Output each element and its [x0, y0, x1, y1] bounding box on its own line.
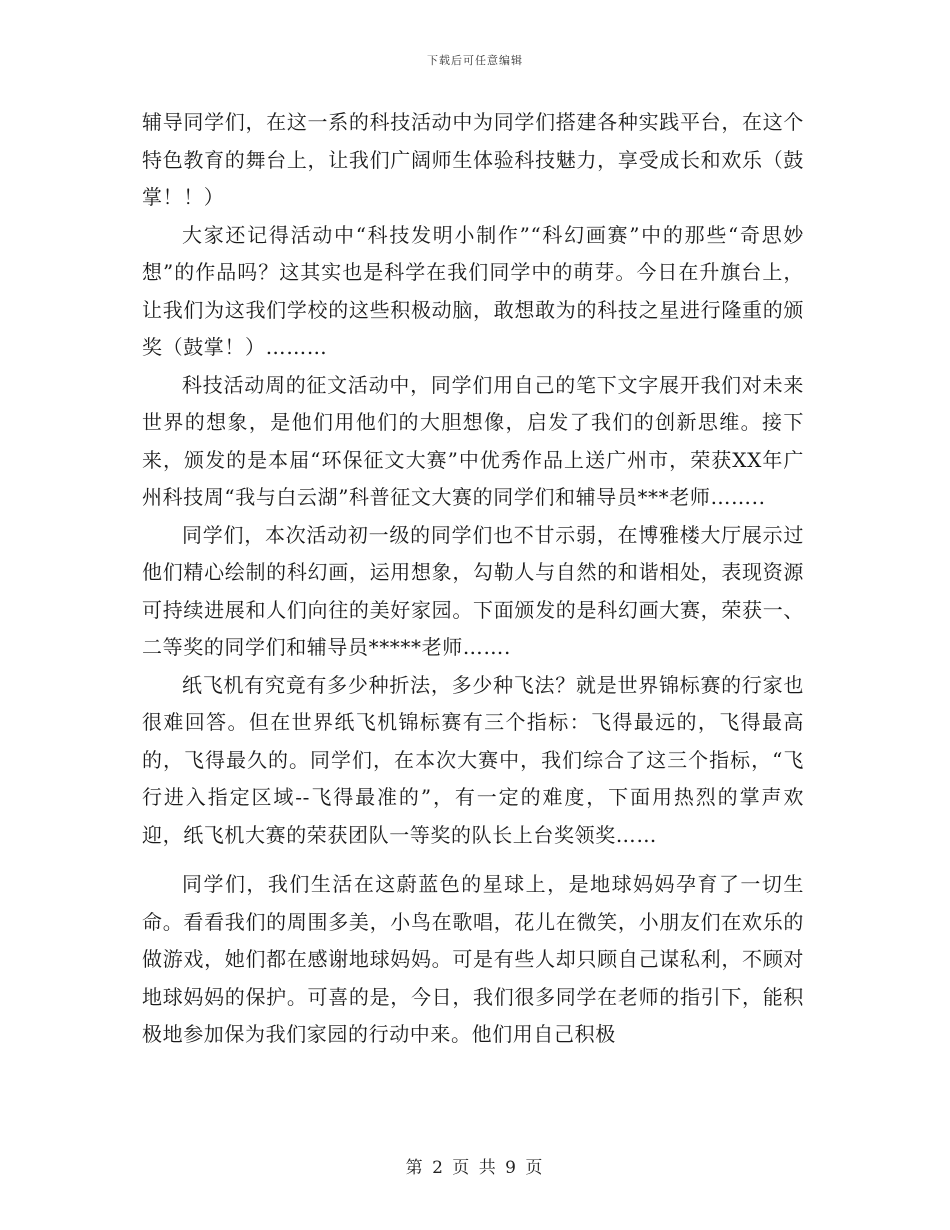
paragraph-5: 纸飞机有究竟有多少种折法，多少种飞法？就是世界锦标赛的行家也很难回答。但在世界纸飞机锦标赛有三个指标：飞得最远的，飞得最高的，飞得最久的。同学们，在本次大赛中，我们综合了这三个指标，“飞行进入指定区域--飞得最准的”，有一定的难度，下面用热烈的掌声欢迎，纸飞机大赛的荣获团队一等奖的队长上台奖领奖…… [142, 672, 804, 847]
paragraph-1: 辅导同学们，在这一系的科技活动中为同学们搭建各种实践平台，在这个特色教育的舞台上，让我们广阔师生体验科技魅力，享受成长和欢乐（鼓掌！！） [142, 110, 804, 209]
paragraph-3: 科技活动周的征文活动中，同学们用自己的笔下文字展开我们对未来世界的想象，是他们用他们的大胆想像，启发了我们的创新思维。接下来，颁发的是本届“环保征文大赛”中优秀作品上送广州市，荣获XX年广州科技周“我与白云湖”科普征文大赛的同学们和辅导员***老师…….. [142, 372, 804, 509]
document-body [142, 104, 804, 1054]
page-header: 下载后可任意编辑 [427, 54, 523, 67]
paragraph-6: 同学们，我们生活在这蔚蓝色的星球上，是地球妈妈孕育了一切生命。看看我们的周围多美，小鸟在歌唱，花儿在微笑，小朋友们在欢乐的做游戏，她们都在感谢地球妈妈。可是有些人却只顾自己谋私利，不顾对地球妈妈的保护。可喜的是，今日，我们很多同学在老师的指引下，能积极地参加保为我们家园的行动中来。他们用自己积极 [142, 872, 804, 1046]
paragraph-2: 大家还记得活动中“科技发明小制作”“科幻画赛”中的那些“奇思妙想”的作品吗？这其实也是科学在我们同学中的萌芽。今日在升旗台上，让我们为这我们学校的这些积极动脑，敢想敢为的科技之星进行隆重的颁奖（鼓掌！）……… [142, 222, 804, 359]
paragraph-4: 同学们，本次活动初一级的同学们也不甘示弱，在博雅楼大厅展示过他们精心绘制的科幻画，运用想象，勾勒人与自然的和谐相处，表现资源可持续进展和人们向往的美好家园。下面颁发的是科幻画大赛，荣获一、二等奖的同学们和辅导员*****老师……. [142, 522, 804, 659]
page-number: 第 2 页 共 9 页 [405, 1158, 545, 1178]
